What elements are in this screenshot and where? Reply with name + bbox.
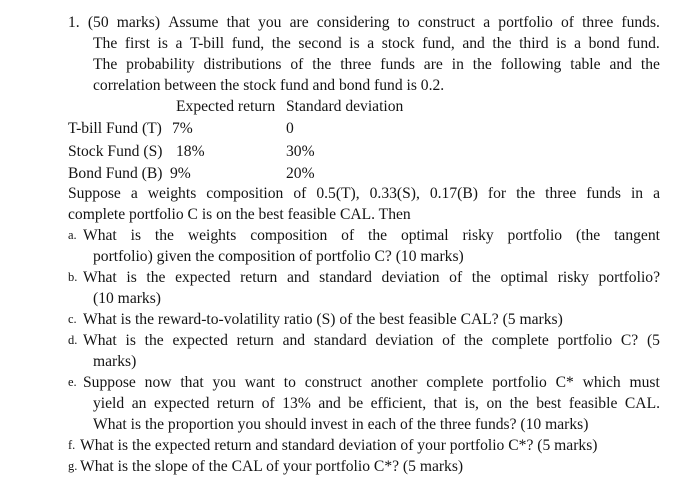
table-row-stock-name: Stock Fund (S) (68, 143, 163, 160)
part-b-line-2: (10 marks) (93, 290, 161, 307)
part-c-marker: c. (68, 312, 77, 326)
part-f-marker: f. (68, 438, 76, 452)
intro-line-2: The first is a T-bill fund, the second is a stock fund, and the third is a bond fund. (93, 35, 660, 52)
part-e-line-2: yield an expected return of 13% and be efficient, that is, on the best feasible CAL. (93, 395, 660, 412)
part-e-line-1: Suppose now that you want to construct another complete portfolio C* which must (83, 374, 660, 391)
table-row-stock-return: 18% (176, 143, 205, 160)
table-header-std-dev: Standard deviation (286, 98, 404, 115)
intro-line-1: 1. (50 marks) Assume that you are considering to construct a portfolio of three funds. (68, 14, 660, 31)
part-d-line-1: What is the expected return and standard deviation of the complete portfolio C? (5 (83, 332, 660, 349)
part-d-line-2: marks) (93, 353, 137, 370)
table-row-bond-name: Bond Fund (B) (68, 165, 163, 182)
part-e-line-3: What is the proportion you should invest in each of the three funds? (10 marks) (93, 416, 589, 433)
part-a-marker: a. (68, 228, 77, 242)
table-header-expected-return: Expected return (176, 98, 276, 115)
part-a-line-2: portfolio) given the composition of portfolio C? (10 marks) (93, 248, 464, 265)
premise-line-2: complete portfolio C is on the best feasible CAL. Then (68, 206, 411, 223)
table-row-bond-return: 9% (170, 165, 191, 182)
premise-line-1: Suppose a weights composition of 0.5(T), 0.33(S), 0.17(B) for the three funds in a (68, 185, 660, 202)
part-f-line-1: What is the expected return and standard deviation of your portfolio C*? (5 marks) (80, 437, 598, 454)
table-row-bond-std: 20% (286, 165, 315, 182)
part-g-line-1: What is the slope of the CAL of your portfolio C*? (5 marks) (80, 458, 464, 475)
table-row-tbill-std: 0 (286, 120, 294, 137)
table-row-tbill-name: T-bill Fund (T) (68, 120, 162, 137)
part-e-marker: e. (68, 375, 77, 389)
part-b-line-1: What is the expected return and standard deviation of the optimal risky portfolio? (83, 269, 660, 286)
table-row-stock-std: 30% (286, 143, 315, 160)
intro-line-4: correlation between the stock fund and bond fund is 0.2. (93, 77, 445, 94)
part-g-marker: g. (68, 459, 78, 473)
part-c-line-1: What is the reward-to-volatility ratio (S) of the best feasible CAL? (5 marks) (83, 311, 563, 328)
part-b-marker: b. (68, 270, 78, 284)
part-d-marker: d. (68, 333, 78, 347)
part-a-line-1: What is the weights composition of the optimal risky portfolio (the tangent (83, 227, 660, 244)
table-row-tbill-return: 7% (172, 120, 193, 137)
intro-line-3: The probability distributions of the three funds are in the following table and the (93, 56, 660, 73)
